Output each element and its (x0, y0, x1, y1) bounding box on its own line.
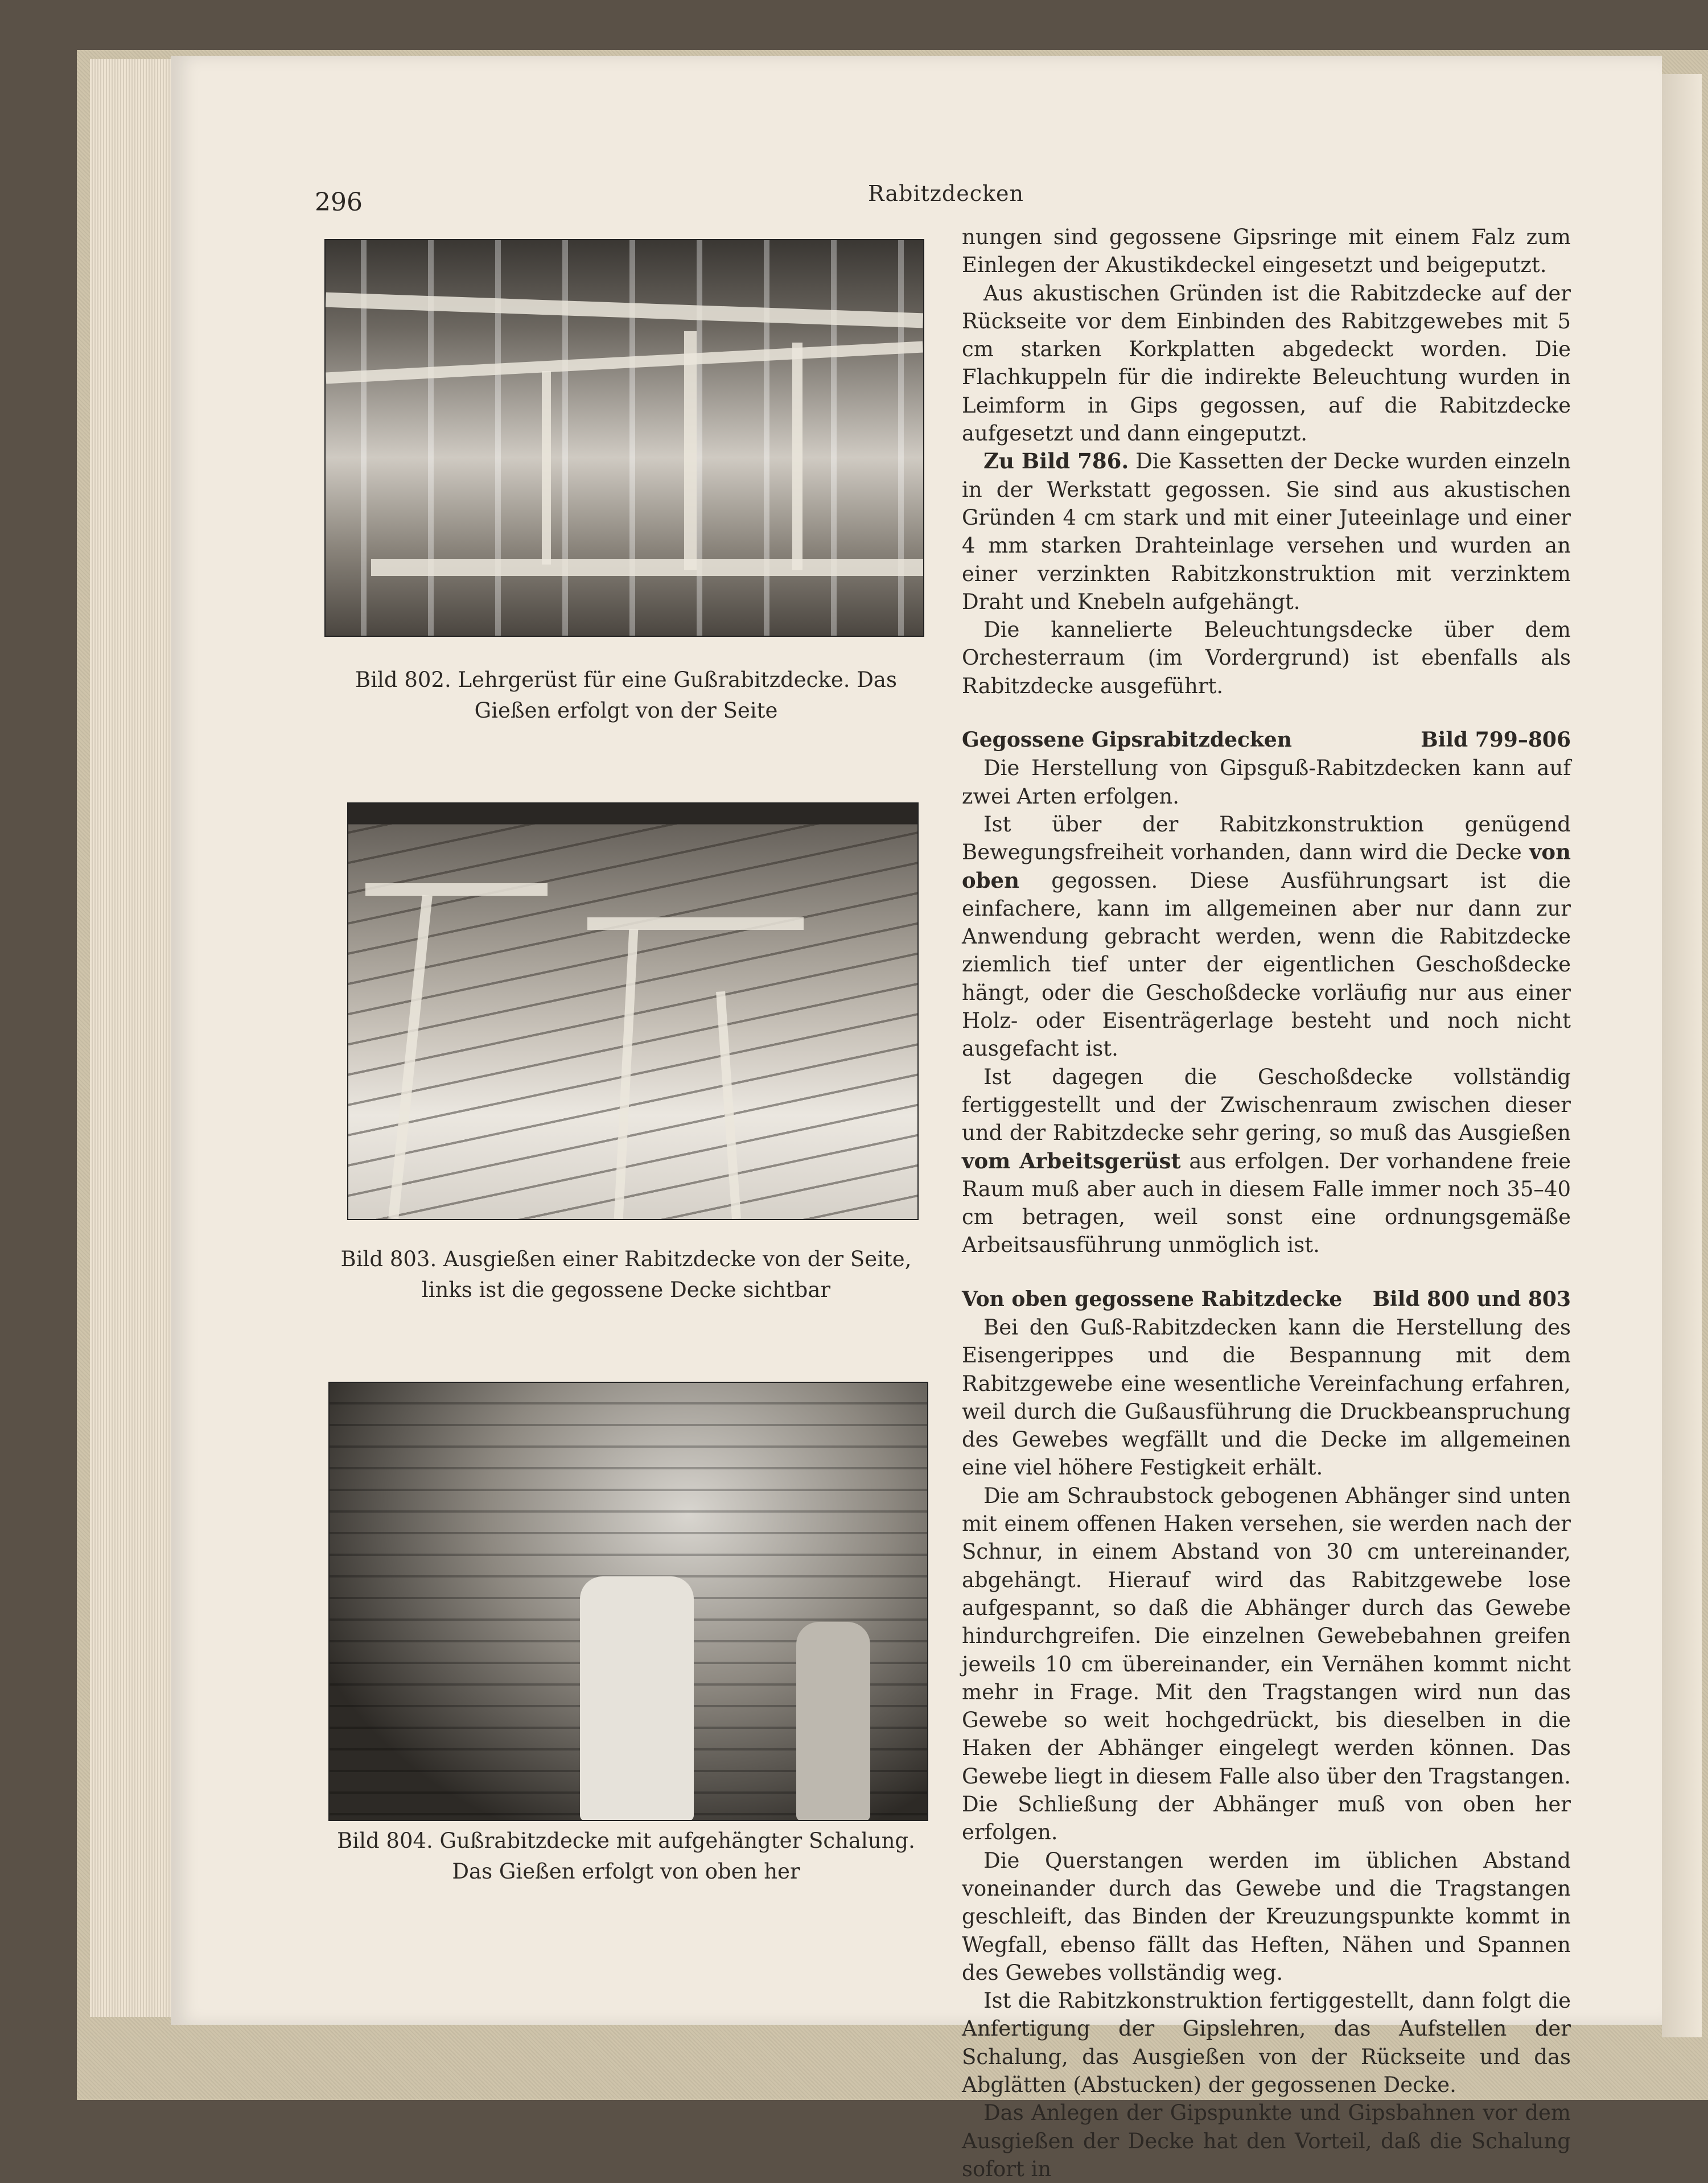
photo-casting-side (347, 802, 919, 1220)
photo-scaffolding (324, 239, 924, 637)
section-figure-ref: Bild 799–806 (1421, 728, 1571, 752)
paragraph: Ist die Rabitzkonstruktion fertiggestellt, dann folgt die Anfertigung der Gipslehren, das Aufstellen der Schalung, das Ausgießen von der Rückseite und das Abglätten (Abstucken) der gegossenen Decke. (962, 1988, 1571, 2097)
paragraph: Bei den Guß-Rabitzdecken kann die Herstellung des Eisengerippes und die Bespannung mit dem Rabitzgewebe eine wesentliche Vereinfachung erfahren, weil durch die Gußausführung die Druckbeanspruchung des Gewebes wegfällt und die Decke im allgemeinen eine viel höhere Festigkeit erhält. (962, 1315, 1571, 1480)
paragraph: nungen sind gegossene Gipsringe mit einem Falz zum Einlegen der Akustikdeckel eingesetzt und beigeputzt. (962, 225, 1571, 278)
page-edges (90, 59, 181, 2017)
section-title: Gegossene Gipsrabitzdecken (962, 728, 1292, 752)
text-column (962, 223, 1571, 2183)
facing-page-edge (1662, 74, 1702, 2037)
paragraph: Ist dagegen die Geschoßdecke vollständig fertiggestellt und der Zwischenraum zwischen dieser und der Rabitzdecke sehr gering, so muß das Ausgießen vom Arbeitsgerüst aus erfolgen. Der vorhandene freie Raum muß aber auch in diesem Falle immer noch 35–40 cm betragen, weil sonst eine ordnungsgemäße Arbeitsausführung unmöglich ist. (962, 1064, 1571, 1258)
paragraph: Die kannelierte Beleuchtungsdecke über dem Orchesterraum (im Vordergrund) ist ebenfalls als Rabitzdecke ausgeführt. (962, 617, 1571, 698)
paragraph: Aus akustischen Gründen ist die Rabitzdecke auf der Rückseite vor dem Einbinden des Rabitzgewebes mit 5 cm starken Korkplatten abgedeckt worden. Die Flachkuppeln für die indirekte Beleuchtung wurden in Leimform in Gips gegossen, auf die Rabitzdecke aufgesetzt und dann eingeputzt. (962, 281, 1571, 446)
photo-workers-formwork (328, 1382, 928, 1821)
bold-ref: Zu Bild 786. (983, 448, 1129, 474)
caption-bild-803: Bild 803. Ausgießen einer Rabitzdecke von der Seite, links ist die gegossene Decke sichtbar (340, 1247, 912, 1302)
page-number: 296 (315, 188, 363, 217)
caption-bild-804: Bild 804. Gußrabitzdecke mit aufgehängter Schalung. Das Gießen erfolgt von oben her (337, 1828, 915, 1884)
section-heading-von-oben (962, 1286, 1571, 1313)
caption-bild-802: Bild 802. Lehrgerüst für eine Gußrabitzdecke. Das Gießen erfolgt von der Seite (355, 668, 897, 723)
section-title: Von oben gegossene Rabitzdecke (962, 1287, 1343, 1311)
paragraph: Zu Bild 786. Die Kassetten der Decke wurden einzeln in der Werkstatt gegossen. Sie sind aus akustischen Gründen 4 cm stark und mit einer Juteeinlage und einer 4 mm starken Drahteinlage versehen und wurden an einer verzinkten Rabitzkonstruktion mit verzinktem Draht und Knebeln aufgehängt. (962, 448, 1571, 614)
section-heading-gegossene (962, 726, 1571, 754)
paragraph: Das Anlegen der Gipspunkte und Gipsbahnen vor dem Ausgießen der Decke hat den Vorteil, daß die Schalung sofort in (962, 2100, 1571, 2181)
running-title: Rabitzdecken (868, 181, 1024, 206)
paragraph: Die am Schraubstock gebogenen Abhänger sind unten mit einem offenen Haken versehen, sie werden nach der Schnur, in einem Abstand von 30 cm untereinander, abgehängt. Hierauf wird das Rabitzgewebe lose aufgespannt, so daß die Abhänger durch das Gewebe hindurchgreifen. Die einzelnen Gewebebahnen greifen jeweils 10 cm übereinander, ein Vernähen kommt nicht mehr in Frage. Mit den Tragstangen wird nun das Gewebe so weit hochgedrückt, bis dieselben in die Haken der Abhänger eingelegt werden können. Das Gewebe liegt in diesem Falle also über den Tragstangen. Die Schließung der Abhänger muß von oben her erfolgen. (962, 1483, 1571, 1845)
paragraph: Die Querstangen werden im üblichen Abstand voneinander durch das Gewebe und die Tragstangen geschleift, das Binden der Kreuzungspunkte kommt in Wegfall, ebenso fällt das Heften, Nähen und Spannen des Gewebes vollständig weg. (962, 1848, 1571, 1985)
paragraph: Ist über der Rabitzkonstruktion genügend Bewegungsfreiheit vorhanden, dann wird die Decke von oben gegossen. Diese Ausführungsart ist die einfachere, kann im allgemeinen aber nur dann zur Anwendung gebracht werden, wenn die Rabitzdecke ziemlich tief unter der eigentlichen Geschoßdecke hängt, oder die Geschoßdecke vorläufig nur aus einer Holz- oder Eisenträgerlage besteht und noch nicht ausgefacht ist. (962, 812, 1571, 1061)
section-figure-ref: Bild 800 und 803 (1372, 1287, 1571, 1311)
paragraph: Die Herstellung von Gipsguß-Rabitzdecken kann auf zwei Arten erfolgen. (962, 756, 1571, 809)
